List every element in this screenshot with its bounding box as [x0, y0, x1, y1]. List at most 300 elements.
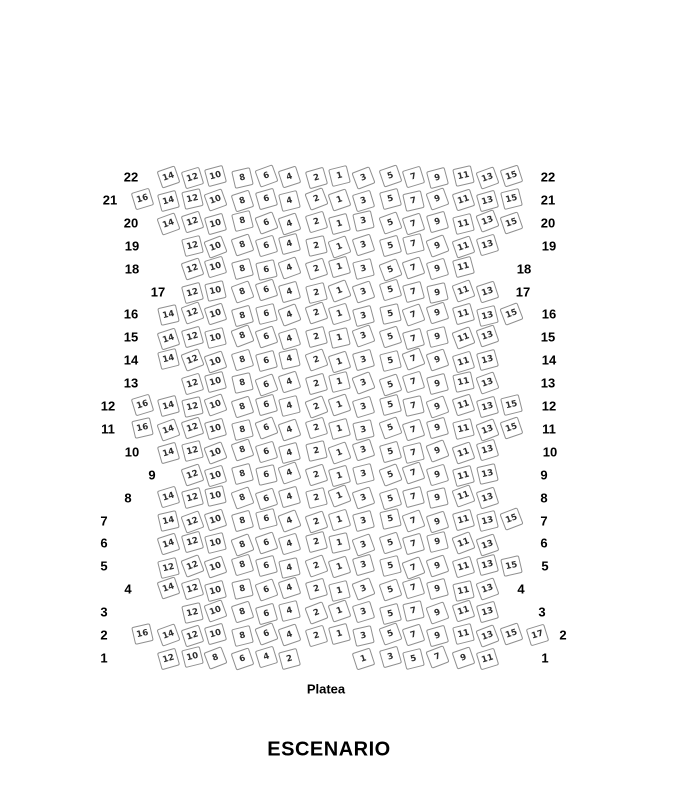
seat-row7-8[interactable]: 8 [231, 510, 254, 533]
seat-row14-5[interactable]: 5 [379, 350, 402, 372]
seat-row10-10[interactable]: 10 [204, 441, 228, 465]
seat-row8-1[interactable]: 1 [328, 484, 352, 508]
seat-row4-13[interactable]: 13 [475, 577, 499, 600]
seat-row2-13[interactable]: 13 [475, 624, 499, 648]
seat-row18-6[interactable]: 6 [255, 259, 278, 281]
seat-row20-9[interactable]: 9 [426, 211, 449, 234]
seat-row9-13[interactable]: 13 [476, 463, 499, 485]
seat-row11-4[interactable]: 4 [278, 418, 302, 441]
seat-row14-13[interactable]: 13 [476, 348, 499, 370]
seat-row22-15[interactable]: 15 [499, 164, 523, 187]
seat-row11-8[interactable]: 8 [231, 419, 254, 441]
seat-row22-7[interactable]: 7 [402, 166, 425, 189]
seat-row6-1[interactable]: 1 [329, 532, 352, 554]
seat-row6-8[interactable]: 8 [230, 533, 254, 557]
seat-row17-7[interactable]: 7 [402, 280, 425, 302]
seat-row1-1[interactable]: 1 [352, 648, 376, 671]
seat-row13-1[interactable]: 1 [328, 371, 351, 393]
seat-row2-2[interactable]: 2 [304, 625, 327, 648]
seat-row8-14[interactable]: 14 [157, 486, 180, 509]
seat-row20-6[interactable]: 6 [254, 211, 278, 235]
seat-row19-9[interactable]: 9 [425, 234, 449, 258]
seat-row8-9[interactable]: 9 [426, 487, 449, 509]
seat-row6-9[interactable]: 9 [426, 531, 449, 553]
seat-row21-15[interactable]: 15 [500, 188, 523, 210]
seat-row11-16[interactable]: 16 [131, 417, 154, 439]
seat-row22-6[interactable]: 6 [254, 164, 278, 187]
seat-row14-11[interactable]: 11 [452, 350, 475, 373]
seat-row19-5[interactable]: 5 [378, 235, 401, 258]
seat-row10-7[interactable]: 7 [402, 442, 425, 464]
seat-row19-11[interactable]: 11 [452, 235, 476, 258]
seat-row10-8[interactable]: 8 [230, 439, 254, 462]
seat-row9-12[interactable]: 12 [180, 463, 204, 486]
seat-row5-2[interactable]: 2 [304, 554, 328, 577]
seat-row14-4[interactable]: 4 [278, 348, 301, 370]
seat-row3-13[interactable]: 13 [476, 601, 499, 624]
seat-row6-13[interactable]: 13 [475, 533, 499, 556]
seat-row18-3[interactable]: 3 [352, 258, 375, 280]
seat-row1-5[interactable]: 5 [402, 648, 425, 670]
seat-row22-11[interactable]: 11 [453, 165, 476, 187]
seat-row16-15[interactable]: 15 [499, 302, 523, 326]
seat-row22-4[interactable]: 4 [278, 166, 302, 189]
seat-row15-13[interactable]: 13 [475, 324, 499, 347]
seat-row11-10[interactable]: 10 [204, 418, 227, 441]
seat-row14-12[interactable]: 12 [180, 348, 204, 372]
seat-row2-3[interactable]: 3 [352, 625, 375, 647]
seat-row17-9[interactable]: 9 [426, 282, 449, 304]
seat-row1-4[interactable]: 4 [254, 646, 277, 669]
seat-row13-4[interactable]: 4 [278, 371, 302, 394]
seat-row8-10[interactable]: 10 [205, 485, 228, 507]
seat-row16-11[interactable]: 11 [452, 303, 475, 326]
seat-row18-11[interactable]: 11 [452, 256, 475, 278]
seat-row9-4[interactable]: 4 [278, 462, 302, 485]
seat-row2-4[interactable]: 4 [278, 623, 302, 646]
seat-row7-9[interactable]: 9 [425, 510, 449, 533]
seat-row5-15[interactable]: 15 [500, 555, 523, 577]
seat-row16-4[interactable]: 4 [277, 303, 301, 327]
seat-row5-11[interactable]: 11 [452, 556, 475, 579]
seat-row4-3[interactable]: 3 [351, 577, 375, 601]
seat-row13-11[interactable]: 11 [453, 371, 476, 393]
seat-row16-14[interactable]: 14 [157, 304, 180, 326]
seat-row4-2[interactable]: 2 [305, 578, 328, 601]
seat-row11-1[interactable]: 1 [328, 418, 351, 440]
seat-row12-3[interactable]: 3 [352, 395, 375, 418]
seat-row8-4[interactable]: 4 [278, 486, 301, 509]
seat-row16-13[interactable]: 13 [476, 305, 499, 327]
seat-row18-12[interactable]: 12 [180, 258, 204, 281]
seat-row1-2[interactable]: 2 [278, 647, 301, 669]
seat-row2-9[interactable]: 9 [426, 625, 449, 648]
seat-row7-14[interactable]: 14 [157, 510, 180, 532]
seat-row18-7[interactable]: 7 [402, 256, 426, 279]
seat-row3-6[interactable]: 6 [254, 602, 277, 625]
seat-row1-10[interactable]: 10 [181, 645, 204, 667]
seat-row6-7[interactable]: 7 [402, 533, 425, 556]
seat-row12-9[interactable]: 9 [425, 396, 449, 419]
seat-row5-12[interactable]: 12 [157, 557, 180, 579]
seat-row17-10[interactable]: 10 [205, 280, 228, 302]
seat-row2-7[interactable]: 7 [402, 624, 426, 647]
seat-row2-6[interactable]: 6 [254, 622, 278, 646]
seat-row4-10[interactable]: 10 [204, 579, 227, 601]
seat-row15-2[interactable]: 2 [305, 325, 328, 347]
seat-row8-5[interactable]: 5 [378, 488, 401, 511]
seat-row21-14[interactable]: 14 [157, 189, 180, 211]
seat-row8-6[interactable]: 6 [254, 488, 278, 511]
seat-row20-7[interactable]: 7 [402, 213, 426, 236]
seat-row12-6[interactable]: 6 [254, 393, 277, 416]
seat-row2-14[interactable]: 14 [157, 623, 181, 646]
seat-row10-9[interactable]: 9 [425, 439, 449, 463]
seat-row12-14[interactable]: 14 [157, 395, 180, 417]
seat-row9-8[interactable]: 8 [231, 463, 254, 485]
seat-row5-1[interactable]: 1 [328, 556, 352, 579]
seat-row3-4[interactable]: 4 [278, 600, 301, 622]
seat-row15-5[interactable]: 5 [378, 326, 402, 349]
seat-row18-4[interactable]: 4 [278, 256, 302, 279]
seat-row12-2[interactable]: 2 [304, 396, 328, 420]
seat-row5-10[interactable]: 10 [204, 555, 228, 578]
seat-row19-13[interactable]: 13 [476, 234, 499, 257]
seat-row20-8[interactable]: 8 [231, 210, 254, 232]
seat-row5-5[interactable]: 5 [379, 555, 402, 577]
seat-row20-10[interactable]: 10 [204, 212, 227, 235]
seat-row11-3[interactable]: 3 [352, 419, 375, 441]
seat-row2-8[interactable]: 8 [231, 625, 254, 647]
seat-row3-2[interactable]: 2 [304, 601, 328, 625]
seat-row21-11[interactable]: 11 [452, 188, 476, 211]
seat-row21-16[interactable]: 16 [130, 188, 153, 211]
seat-row21-1[interactable]: 1 [328, 188, 352, 211]
seat-row11-11[interactable]: 11 [452, 418, 475, 440]
seat-row14-10[interactable]: 10 [204, 350, 228, 373]
seat-row1-7[interactable]: 7 [425, 645, 449, 669]
seat-row1-3[interactable]: 3 [378, 646, 401, 669]
seat-row21-8[interactable]: 8 [231, 190, 255, 213]
seat-row20-3[interactable]: 3 [352, 210, 375, 232]
seat-row21-6[interactable]: 6 [254, 188, 277, 211]
seat-row22-10[interactable]: 10 [204, 165, 227, 187]
seat-row12-1[interactable]: 1 [328, 394, 352, 417]
seat-row21-13[interactable]: 13 [476, 190, 499, 213]
seat-row12-4[interactable]: 4 [278, 395, 301, 417]
seat-row6-12[interactable]: 12 [181, 531, 204, 554]
seat-row13-3[interactable]: 3 [351, 371, 375, 395]
seat-row3-5[interactable]: 5 [378, 602, 401, 624]
seat-row12-11[interactable]: 11 [452, 394, 476, 417]
seat-row14-8[interactable]: 8 [231, 348, 254, 371]
seat-row6-2[interactable]: 2 [305, 531, 328, 553]
seat-row7-6[interactable]: 6 [255, 508, 278, 530]
seat-row2-12[interactable]: 12 [180, 625, 204, 648]
seat-row22-13[interactable]: 13 [475, 166, 499, 189]
seat-row19-1[interactable]: 1 [328, 235, 352, 258]
seat-row22-8[interactable]: 8 [231, 167, 254, 189]
seat-row18-8[interactable]: 8 [231, 257, 254, 279]
seat-row22-2[interactable]: 2 [305, 167, 328, 190]
seat-row7-15[interactable]: 15 [499, 507, 523, 531]
seat-row19-7[interactable]: 7 [402, 233, 425, 255]
seat-row15-1[interactable]: 1 [329, 327, 352, 349]
seat-row20-4[interactable]: 4 [278, 213, 302, 236]
seat-row16-12[interactable]: 12 [180, 301, 204, 324]
seat-row7-5[interactable]: 5 [379, 508, 402, 530]
seat-row2-16[interactable]: 16 [131, 623, 154, 645]
seat-row1-12[interactable]: 12 [157, 647, 180, 670]
seat-row16-10[interactable]: 10 [204, 303, 228, 326]
seat-row3-3[interactable]: 3 [352, 601, 375, 624]
seat-row2-10[interactable]: 10 [204, 623, 227, 646]
seat-row22-1[interactable]: 1 [328, 165, 351, 187]
seat-row12-5[interactable]: 5 [378, 393, 401, 415]
seat-row20-2[interactable]: 2 [304, 211, 327, 234]
seat-row15-9[interactable]: 9 [426, 326, 449, 348]
seat-row5-9[interactable]: 9 [425, 554, 449, 577]
seat-row1-9[interactable]: 9 [452, 646, 476, 669]
seat-row11-9[interactable]: 9 [426, 416, 449, 439]
seat-row4-8[interactable]: 8 [231, 578, 254, 600]
seat-row9-7[interactable]: 7 [402, 462, 426, 485]
seat-row11-5[interactable]: 5 [378, 416, 402, 439]
seat-row6-6[interactable]: 6 [254, 531, 278, 554]
seat-row18-10[interactable]: 10 [204, 256, 227, 279]
seat-row10-11[interactable]: 11 [452, 441, 476, 464]
seat-row6-4[interactable]: 4 [278, 533, 301, 556]
seat-row15-6[interactable]: 6 [254, 326, 278, 349]
seat-row12-10[interactable]: 10 [204, 394, 228, 417]
seat-row7-11[interactable]: 11 [452, 509, 475, 532]
seat-row7-10[interactable]: 10 [204, 508, 228, 531]
seat-row16-2[interactable]: 2 [304, 301, 328, 324]
seat-row4-9[interactable]: 9 [426, 578, 449, 600]
seat-row14-3[interactable]: 3 [352, 348, 375, 371]
seat-row21-4[interactable]: 4 [278, 190, 301, 212]
seat-row20-11[interactable]: 11 [452, 212, 475, 234]
seat-row18-9[interactable]: 9 [425, 258, 448, 281]
seat-row14-6[interactable]: 6 [254, 350, 277, 372]
seat-row2-1[interactable]: 1 [328, 623, 351, 645]
seat-row17-8[interactable]: 8 [230, 280, 254, 303]
seat-row20-13[interactable]: 13 [475, 210, 499, 234]
seat-row3-11[interactable]: 11 [452, 599, 476, 622]
seat-row10-4[interactable]: 4 [278, 442, 301, 464]
seat-row16-6[interactable]: 6 [255, 303, 278, 325]
seat-row9-6[interactable]: 6 [255, 464, 278, 486]
seat-row7-2[interactable]: 2 [304, 510, 328, 533]
seat-row19-2[interactable]: 2 [305, 235, 328, 257]
seat-row3-9[interactable]: 9 [425, 601, 449, 624]
seat-row12-15[interactable]: 15 [500, 394, 523, 416]
seat-row7-1[interactable]: 1 [328, 508, 351, 531]
seat-row22-3[interactable]: 3 [351, 166, 375, 190]
seat-row14-1[interactable]: 1 [328, 350, 352, 373]
seat-row13-8[interactable]: 8 [231, 372, 254, 394]
seat-row8-2[interactable]: 2 [305, 487, 328, 509]
seat-row21-3[interactable]: 3 [352, 190, 375, 213]
seat-row9-2[interactable]: 2 [304, 463, 328, 486]
seat-row11-15[interactable]: 15 [499, 417, 523, 440]
seat-row16-3[interactable]: 3 [352, 305, 375, 327]
seat-row12-16[interactable]: 16 [130, 393, 153, 416]
seat-row1-6[interactable]: 6 [230, 648, 254, 671]
seat-row5-7[interactable]: 7 [401, 556, 425, 580]
seat-row17-11[interactable]: 11 [452, 279, 476, 302]
seat-row13-6[interactable]: 6 [254, 373, 278, 396]
seat-row4-14[interactable]: 14 [157, 576, 181, 599]
seat-row1-8[interactable]: 8 [204, 646, 228, 670]
seat-row11-7[interactable]: 7 [402, 418, 426, 441]
seat-row4-11[interactable]: 11 [453, 580, 476, 602]
seat-row21-9[interactable]: 9 [425, 187, 449, 210]
seat-row19-10[interactable]: 10 [204, 235, 228, 259]
seat-row8-13[interactable]: 13 [476, 486, 500, 509]
seat-row17-5[interactable]: 5 [378, 279, 401, 302]
seat-row19-6[interactable]: 6 [254, 235, 277, 258]
seat-row21-2[interactable]: 2 [304, 187, 328, 211]
seat-row3-7[interactable]: 7 [402, 600, 425, 622]
seat-row7-4[interactable]: 4 [277, 509, 301, 533]
seat-row9-5[interactable]: 5 [378, 464, 402, 488]
seat-row13-12[interactable]: 12 [180, 372, 203, 395]
seat-row17-12[interactable]: 12 [181, 282, 204, 304]
seat-row16-1[interactable]: 1 [328, 303, 351, 326]
seat-row1-11[interactable]: 11 [476, 648, 499, 671]
seat-row15-12[interactable]: 12 [181, 325, 204, 348]
seat-row21-7[interactable]: 7 [402, 190, 425, 212]
seat-row11-13[interactable]: 13 [475, 418, 499, 442]
seat-row22-12[interactable]: 12 [180, 167, 203, 190]
seat-row4-1[interactable]: 1 [328, 580, 351, 602]
seat-row15-7[interactable]: 7 [402, 327, 425, 350]
seat-row7-3[interactable]: 3 [352, 510, 375, 532]
seat-row14-7[interactable]: 7 [401, 347, 425, 371]
seat-row8-11[interactable]: 11 [452, 484, 476, 507]
seat-row13-10[interactable]: 10 [204, 371, 227, 393]
seat-row8-12[interactable]: 12 [181, 487, 204, 509]
seat-row16-9[interactable]: 9 [425, 302, 449, 325]
seat-row22-5[interactable]: 5 [378, 164, 402, 187]
seat-row15-3[interactable]: 3 [351, 324, 375, 347]
seat-row4-5[interactable]: 5 [378, 578, 402, 601]
seat-row11-2[interactable]: 2 [304, 416, 327, 439]
seat-row13-2[interactable]: 2 [305, 373, 328, 396]
seat-row9-10[interactable]: 10 [204, 465, 227, 488]
seat-row13-5[interactable]: 5 [378, 373, 402, 396]
seat-row15-8[interactable]: 8 [230, 324, 254, 348]
seat-row7-13[interactable]: 13 [476, 510, 499, 532]
seat-row6-11[interactable]: 11 [452, 532, 476, 556]
seat-row18-5[interactable]: 5 [378, 258, 402, 282]
seat-row2-17[interactable]: 17 [526, 624, 549, 647]
seat-row22-14[interactable]: 14 [157, 165, 181, 188]
seat-row13-7[interactable]: 7 [402, 371, 425, 394]
seat-row6-3[interactable]: 3 [351, 533, 375, 556]
seat-row6-5[interactable]: 5 [378, 531, 402, 554]
seat-row10-3[interactable]: 3 [352, 439, 376, 462]
seat-row15-14[interactable]: 14 [157, 327, 181, 350]
seat-row3-12[interactable]: 12 [181, 602, 204, 624]
seat-row11-6[interactable]: 6 [254, 416, 278, 440]
seat-row5-8[interactable]: 8 [231, 554, 254, 577]
seat-row17-3[interactable]: 3 [351, 281, 375, 304]
seat-row9-3[interactable]: 3 [352, 463, 375, 485]
seat-row9-1[interactable]: 1 [328, 465, 351, 488]
seat-row19-8[interactable]: 8 [230, 233, 254, 256]
seat-row21-12[interactable]: 12 [181, 188, 204, 210]
seat-row9-11[interactable]: 11 [452, 465, 475, 487]
seat-row6-14[interactable]: 14 [157, 533, 181, 556]
seat-row15-4[interactable]: 4 [278, 327, 301, 350]
seat-row18-2[interactable]: 2 [304, 258, 328, 281]
seat-row10-2[interactable]: 2 [305, 440, 328, 462]
seat-row15-10[interactable]: 10 [204, 327, 227, 349]
seat-row2-15[interactable]: 15 [499, 622, 523, 645]
seat-row14-2[interactable]: 2 [304, 348, 328, 371]
seat-row5-4[interactable]: 4 [278, 557, 301, 579]
seat-row9-9[interactable]: 9 [425, 463, 448, 486]
seat-row4-12[interactable]: 12 [180, 578, 203, 601]
seat-row8-8[interactable]: 8 [230, 486, 254, 509]
seat-row12-8[interactable]: 8 [231, 395, 255, 418]
seat-row11-12[interactable]: 12 [180, 416, 204, 439]
seat-row10-5[interactable]: 5 [378, 441, 401, 464]
seat-row20-14[interactable]: 14 [157, 212, 181, 235]
seat-row12-7[interactable]: 7 [402, 395, 425, 417]
seat-row20-15[interactable]: 15 [499, 211, 523, 234]
seat-row5-6[interactable]: 6 [254, 555, 277, 577]
seat-row20-1[interactable]: 1 [328, 212, 351, 234]
seat-row5-13[interactable]: 13 [476, 554, 499, 576]
seat-row6-10[interactable]: 10 [204, 532, 227, 554]
seat-row13-9[interactable]: 9 [426, 373, 449, 395]
seat-row5-12[interactable]: 12 [180, 554, 204, 578]
seat-row10-13[interactable]: 13 [476, 439, 499, 462]
seat-row7-7[interactable]: 7 [402, 509, 426, 532]
seat-row13-13[interactable]: 13 [475, 371, 499, 394]
seat-row17-13[interactable]: 13 [476, 281, 500, 304]
seat-row16-8[interactable]: 8 [231, 305, 254, 328]
seat-row2-5[interactable]: 5 [378, 622, 402, 645]
seat-row10-14[interactable]: 14 [157, 442, 180, 465]
seat-row16-7[interactable]: 7 [402, 303, 426, 326]
seat-row10-12[interactable]: 12 [181, 440, 204, 462]
seat-row22-9[interactable]: 9 [426, 167, 449, 189]
seat-row15-11[interactable]: 11 [452, 326, 476, 350]
seat-row4-4[interactable]: 4 [278, 576, 302, 599]
seat-row18-1[interactable]: 1 [328, 256, 351, 279]
seat-row17-4[interactable]: 4 [278, 280, 301, 303]
seat-row17-2[interactable]: 2 [305, 282, 328, 304]
seat-row4-6[interactable]: 6 [254, 578, 278, 601]
seat-row12-12[interactable]: 12 [181, 396, 204, 418]
seat-row10-1[interactable]: 1 [328, 441, 352, 464]
seat-row19-4[interactable]: 4 [278, 233, 301, 255]
seat-row16-5[interactable]: 5 [379, 303, 402, 325]
seat-row17-6[interactable]: 6 [254, 279, 278, 302]
seat-row14-9[interactable]: 9 [425, 349, 449, 372]
seat-row8-3[interactable]: 3 [351, 486, 375, 509]
seat-row12-13[interactable]: 13 [476, 395, 499, 418]
seat-row7-12[interactable]: 12 [180, 510, 204, 533]
seat-row8-7[interactable]: 7 [402, 486, 425, 508]
seat-row19-3[interactable]: 3 [352, 234, 376, 257]
seat-row21-5[interactable]: 5 [378, 188, 401, 210]
seat-row5-3[interactable]: 3 [352, 554, 375, 577]
